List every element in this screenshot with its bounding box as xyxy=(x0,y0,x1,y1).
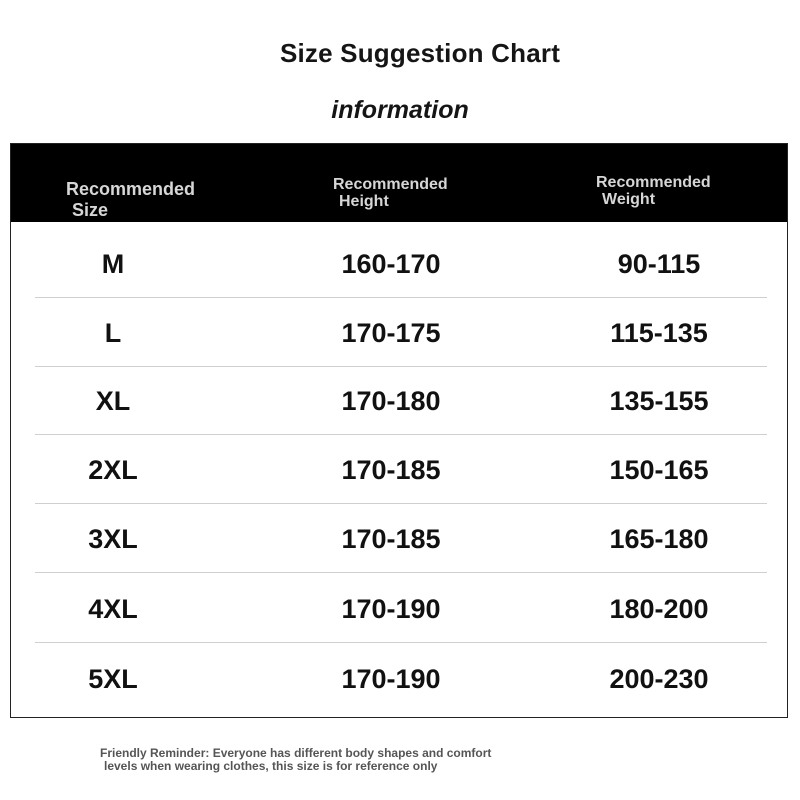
header-weight-line2: Weight xyxy=(602,191,656,208)
header-size-line2: Size xyxy=(72,200,109,220)
size-cell: XL xyxy=(95,386,131,416)
weight-cell: 180-200 xyxy=(609,594,709,624)
table-row xyxy=(11,299,787,367)
table-row xyxy=(11,367,787,435)
weight-cell: 165-180 xyxy=(609,524,709,554)
header-size xyxy=(66,179,195,221)
chart-subtitle: information xyxy=(331,96,469,124)
row-divider xyxy=(35,434,767,435)
height-cell: 170-185 xyxy=(341,455,441,485)
header-height xyxy=(333,176,448,210)
table-row xyxy=(11,645,787,713)
height-cell: 170-190 xyxy=(341,664,441,694)
height-cell: 160-170 xyxy=(341,249,441,279)
reminder-line2: levels when wearing clothes, this size is for reference only xyxy=(104,759,438,773)
header-weight-line1: Recommended xyxy=(596,174,711,191)
reminder-line1: Friendly Reminder: Everyone has different body shapes and comfort xyxy=(100,746,492,760)
table-header xyxy=(11,144,787,222)
row-divider xyxy=(35,503,767,504)
header-height-line1: Recommended xyxy=(333,176,448,193)
weight-cell: 150-165 xyxy=(609,455,709,485)
size-cell: M xyxy=(101,249,125,279)
size-cell: 4XL xyxy=(88,594,138,624)
weight-cell: 90-115 xyxy=(617,249,701,279)
size-cell: L xyxy=(104,318,122,348)
height-cell: 170-190 xyxy=(341,594,441,624)
weight-cell: 200-230 xyxy=(609,664,709,694)
size-cell: 2XL xyxy=(88,455,138,485)
height-cell: 170-185 xyxy=(341,524,441,554)
size-cell: 3XL xyxy=(88,524,138,554)
row-divider xyxy=(35,297,767,298)
table-row xyxy=(11,575,787,643)
height-cell: 170-175 xyxy=(341,318,441,348)
size-table xyxy=(10,143,788,718)
friendly-reminder xyxy=(100,747,720,773)
chart-title: Size Suggestion Chart xyxy=(279,38,561,68)
header-size-line1: Recommended xyxy=(66,179,196,199)
weight-cell: 135-155 xyxy=(609,386,709,416)
row-divider xyxy=(35,642,767,643)
table-row xyxy=(11,436,787,504)
header-weight xyxy=(596,174,711,208)
weight-cell: 115-135 xyxy=(610,318,708,348)
table-row xyxy=(11,230,787,298)
header-height-line2: Height xyxy=(339,193,389,210)
height-cell: 170-180 xyxy=(341,386,441,416)
table-row xyxy=(11,505,787,573)
row-divider xyxy=(35,572,767,573)
size-cell: 5XL xyxy=(88,664,138,694)
